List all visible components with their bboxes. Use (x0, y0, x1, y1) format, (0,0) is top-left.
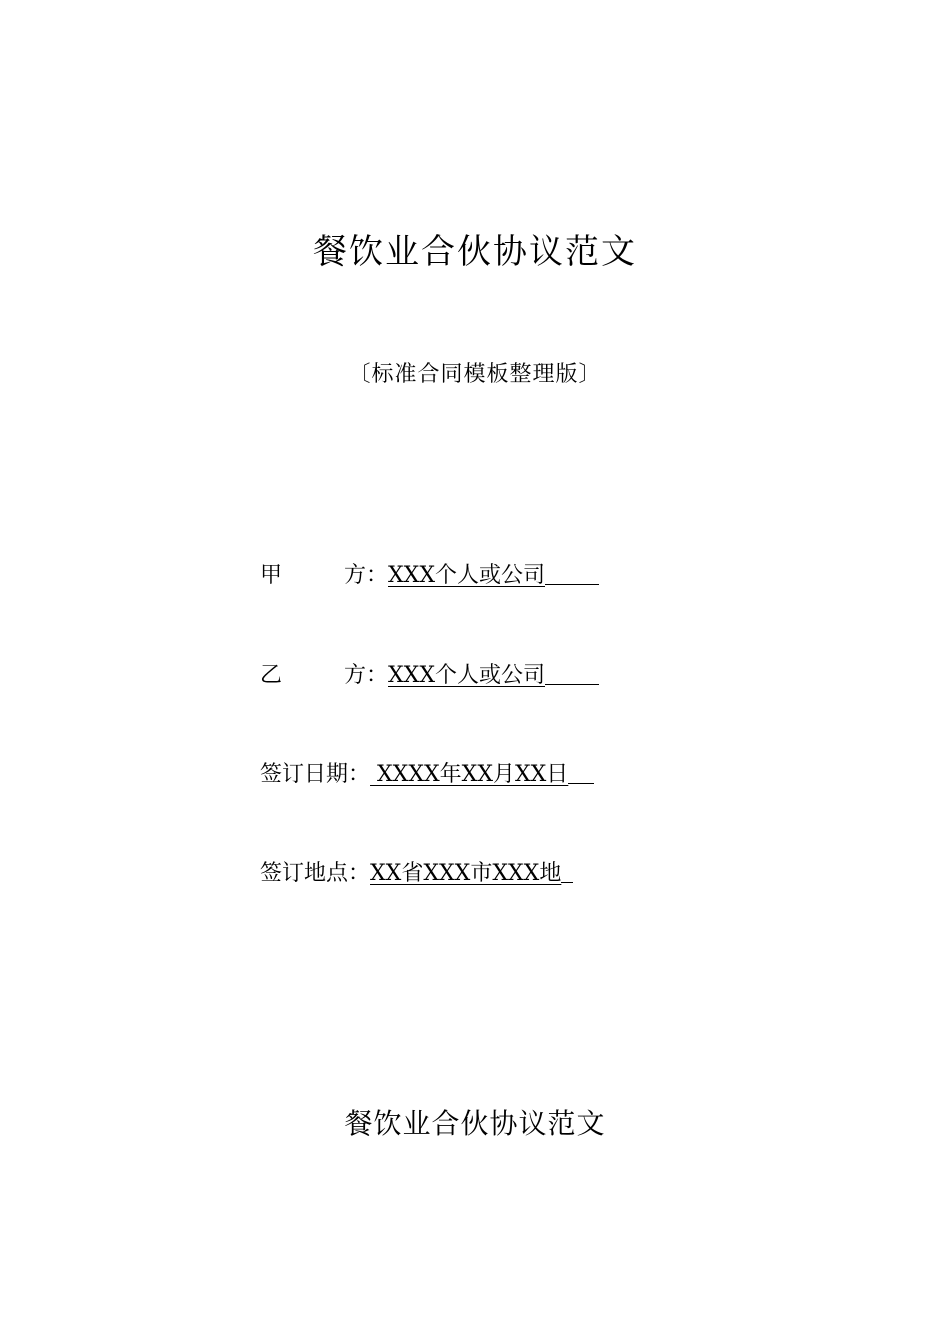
party-b-label-char1: 乙 (260, 663, 283, 688)
party-a-label-char1: 甲 (260, 563, 283, 588)
document-title: 餐饮业合伙协议范文 (313, 232, 637, 272)
sign-place-field (260, 857, 573, 891)
party-b-value-text: XXX个人或公司 (388, 663, 545, 688)
sign-place-underline-pad (561, 857, 573, 883)
party-b-value (388, 659, 599, 693)
party-a-field (260, 559, 599, 593)
body-heading: 餐饮业合伙协议范文 (344, 1107, 606, 1140)
party-a-value (388, 559, 599, 593)
party-a-underline-pad (545, 559, 599, 585)
party-b-underline-pad (545, 659, 599, 685)
sign-date-value (370, 758, 594, 792)
document-subtitle: 〔标准合同模板整理版〕 (348, 362, 602, 387)
party-b-label (260, 659, 388, 693)
sign-date-label: 签订日期： (260, 762, 371, 787)
sign-date-underline-pad (568, 758, 594, 784)
sign-date-value-text: XXXX年XX月XX日 (370, 762, 569, 787)
sign-date-field (260, 758, 594, 792)
party-a-label (260, 559, 388, 593)
sign-place-label: 签订地点： (260, 861, 371, 886)
party-a-label-char2: 方： (343, 563, 388, 588)
party-b-field (260, 659, 599, 693)
sign-place-value-text: XX省XXX市XXX地 (370, 861, 562, 886)
sign-place-value (370, 857, 573, 891)
party-b-label-char2: 方： (343, 663, 388, 688)
party-a-value-text: XXX个人或公司 (388, 563, 545, 588)
